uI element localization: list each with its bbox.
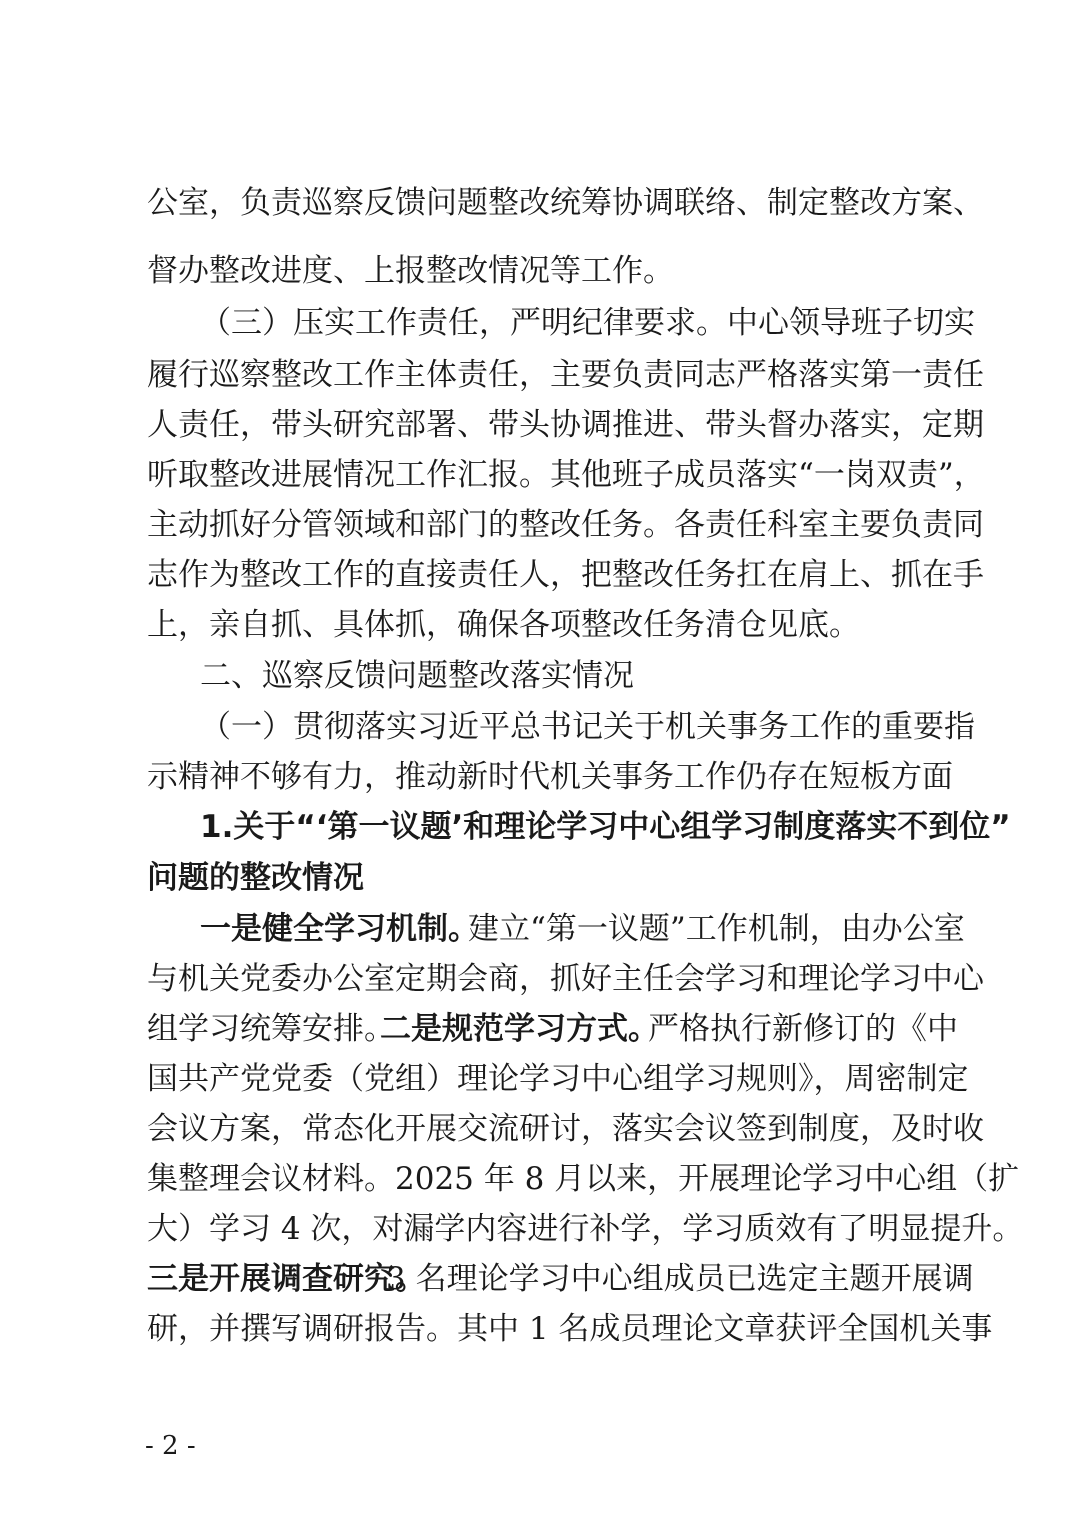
bold-lead: 三是开展调查研究。: [147, 1261, 426, 1297]
page-number: - 2 -: [145, 1431, 196, 1461]
bold-lead: 一是健全学习机制。: [200, 911, 479, 947]
bold-lead: 二是规范学习方式。: [380, 1011, 659, 1047]
